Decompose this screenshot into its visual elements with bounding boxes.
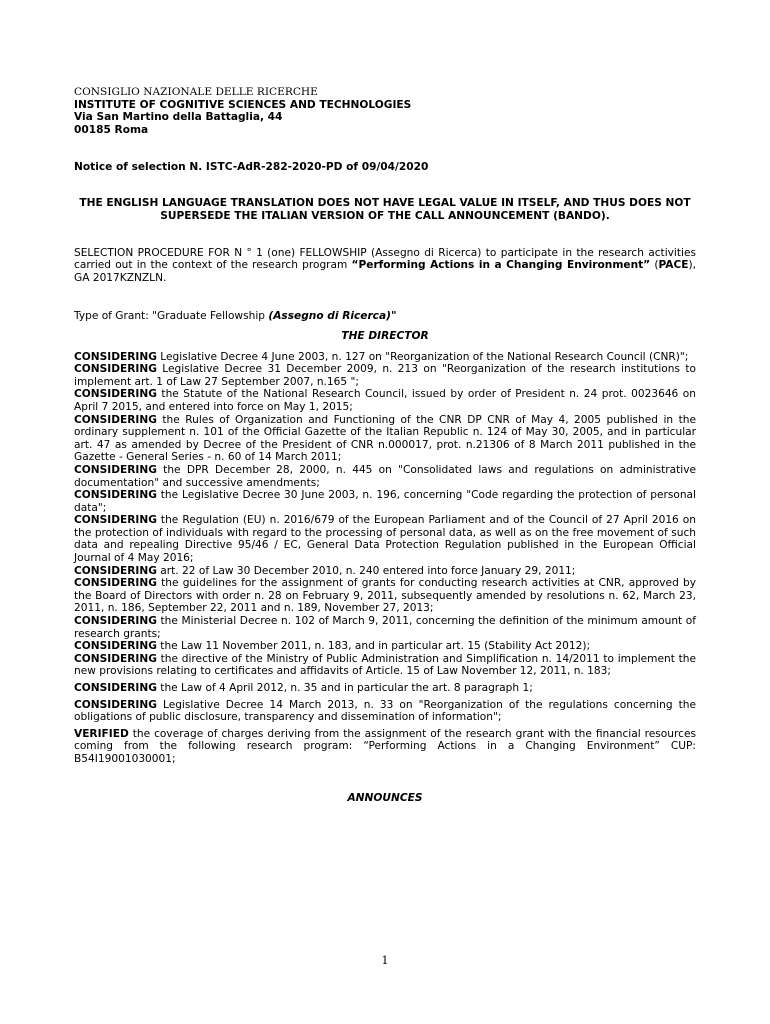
letterhead (74, 86, 696, 137)
clause-keyword: VERIFIED (74, 727, 129, 740)
organization-name: CONSIGLIO NAZIONALE DELLE RICERCHE (74, 86, 318, 98)
street-address: Via San Martino della Battaglia, 44 (74, 111, 283, 124)
selection-procedure-paragraph (74, 247, 696, 285)
clause-keyword: CONSIDERING (74, 564, 157, 577)
clause-text: Legislative Decree 4 June 2003, n. 127 on "Reorganization of the National Research Council (CNR)"; (156, 350, 689, 363)
clause-keyword: CONSIDERING (74, 350, 157, 363)
considering-list (74, 351, 696, 766)
considering-clause (74, 728, 696, 766)
clause-keyword: CONSIDERING (74, 682, 157, 694)
page-number: 1 (381, 954, 389, 967)
grant-label: Type of Grant: "Graduate Fellowship (74, 310, 269, 323)
considering-clause (74, 514, 696, 564)
considering-clause (74, 351, 696, 364)
institute-name: INSTITUTE OF COGNITIVE SCIENCES AND TECHNOLOGIES (74, 98, 412, 111)
clause-text: the Rules of Organization and Functioning of the CNR DP CNR of May 4, 2005 published in the ordinary supplement n. 101 of the Official Gazette of the Italian Republic n. 124 of May 30, 2005, and in particular art. 47 as amended by Decree of the President of CNR n.000017, prot. n.21306 of 8 March 2011 published in the Gazette - General Series - n. 60 of 14 March 2011; (74, 413, 696, 464)
clause-keyword: CONSIDERING (74, 413, 157, 426)
considering-clause (74, 565, 696, 578)
clause-keyword: CONSIDERING (74, 463, 157, 476)
director-heading: THE DIRECTOR (341, 329, 429, 342)
considering-clause (74, 363, 696, 388)
program-name: “Performing Actions in a Changing Environment” (351, 259, 651, 272)
considering-clause (74, 653, 696, 678)
clause-text: the Statute of the National Research Council, issued by order of President n. 24 prot. 0023646 on April 7 2015, and entered into force on May 1, 2015; (74, 388, 696, 413)
grant-type: (Assegno di Ricerca)" (268, 310, 397, 323)
considering-clause (74, 489, 696, 514)
considering-clause (74, 640, 696, 653)
clause-text: Legislative Decree 14 March 2013, n. 33 on "Reorganization of the regulations concerning the obligations of public disclosure, transparency and dissemination of information"; (74, 698, 696, 724)
clause-text: the Law of 4 April 2012, n. 35 and in particular the art. 8 paragraph 1; (156, 682, 533, 694)
clause-keyword: CONSIDERING (74, 388, 157, 401)
clause-text: the guidelines for the assignment of grants for conducting research activities at CNR, approved by the Board of Directors with order n. 28 on February 9, 2011, subsequently amended by resolutions n. 62, March 23, 2011, n. 186, September 22, 2011 and n. 189, November 27, 2013; (74, 577, 696, 615)
clause-text: the Law 11 November 2011, n. 183, and in particular art. 15 (Stability Act 2012); (156, 640, 591, 653)
clause-keyword: CONSIDERING (74, 640, 157, 653)
clause-keyword: CONSIDERING (74, 615, 157, 628)
considering-clause (74, 699, 696, 724)
clause-keyword: CONSIDERING (74, 652, 157, 665)
clause-keyword: CONSIDERING (74, 577, 157, 590)
considering-clause (74, 615, 696, 640)
clause-keyword: CONSIDERING (74, 698, 157, 711)
considering-clause (74, 414, 696, 464)
clause-text: art. 22 of Law 30 December 2010, n. 240 entered into force January 29, 2011; (156, 564, 576, 577)
announces-heading: ANNOUNCES (347, 791, 423, 804)
procedure-mid: ( (650, 259, 659, 272)
considering-clause (74, 577, 696, 615)
considering-clause (74, 682, 696, 695)
clause-text: the Legislative Decree 30 June 2003, n. 196, concerning "Code regarding the protection of personal data"; (74, 489, 696, 514)
notice-title: Notice of selection N. ISTC-AdR-282-2020-PD of 09/04/2020 (74, 160, 429, 173)
city-address: 00185 Roma (74, 124, 149, 137)
procedure-end: ), GA 2017KZNZLN. (74, 259, 696, 284)
considering-clause (74, 388, 696, 413)
document-page (74, 86, 696, 804)
clause-text: the Ministerial Decree n. 102 of March 9, 2011, concerning the definition of the minimum amount of research grants; (74, 615, 696, 640)
clause-text: the coverage of charges deriving from the assignment of the research grant with the financial resources coming from the following research program: “Performing Actions in a Changing Environment” CUP: B54I19001030001; (74, 727, 696, 765)
considering-clause (74, 464, 696, 489)
clause-text: Legislative Decree 31 December 2009, n. 213 on "Reorganization of the research institutions to implement art. 1 of Law 27 September 2007, n.165 "; (74, 363, 696, 388)
program-acronym: PACE (658, 259, 689, 272)
clause-text: the directive of the Ministry of Public Administration and Simplification n. 14/2011 to implement the new provisions relating to certificates and affidavits of Article. 15 of Law November 12, 2011, n. 183; (74, 652, 696, 678)
grant-type-line (74, 310, 696, 323)
clause-text: the Regulation (EU) n. 2016/679 of the European Parliament and of the Council of 27 April 2016 on the protection of individuals with regard to the processing of personal data, as well as on the free movement of such data and repealing Directive 95/46 / EC, General Data Protection Regulation published in the European Official Journal of 4 May 2016; (74, 514, 696, 565)
clause-keyword: CONSIDERING (74, 489, 157, 502)
translation-disclaimer: THE ENGLISH LANGUAGE TRANSLATION DOES NOT HAVE LEGAL VALUE IN ITSELF, AND THUS DOES NOT SUPERSEDE THE ITALIAN VERSION OF THE CALL ANNOUNCEMENT (BANDO). (79, 197, 691, 222)
procedure-text: SELECTION PROCEDURE FOR N ° 1 (one) FELLOWSHIP (Assegno di Ricerca) to participate in the research activities carried out in the context of the research program (74, 246, 696, 272)
clause-keyword: CONSIDERING (74, 363, 157, 376)
clause-text: the DPR December 28, 2000, n. 445 on "Consolidated laws and regulations on administrative documentation" and successive amendments; (74, 463, 696, 489)
clause-keyword: CONSIDERING (74, 514, 157, 527)
